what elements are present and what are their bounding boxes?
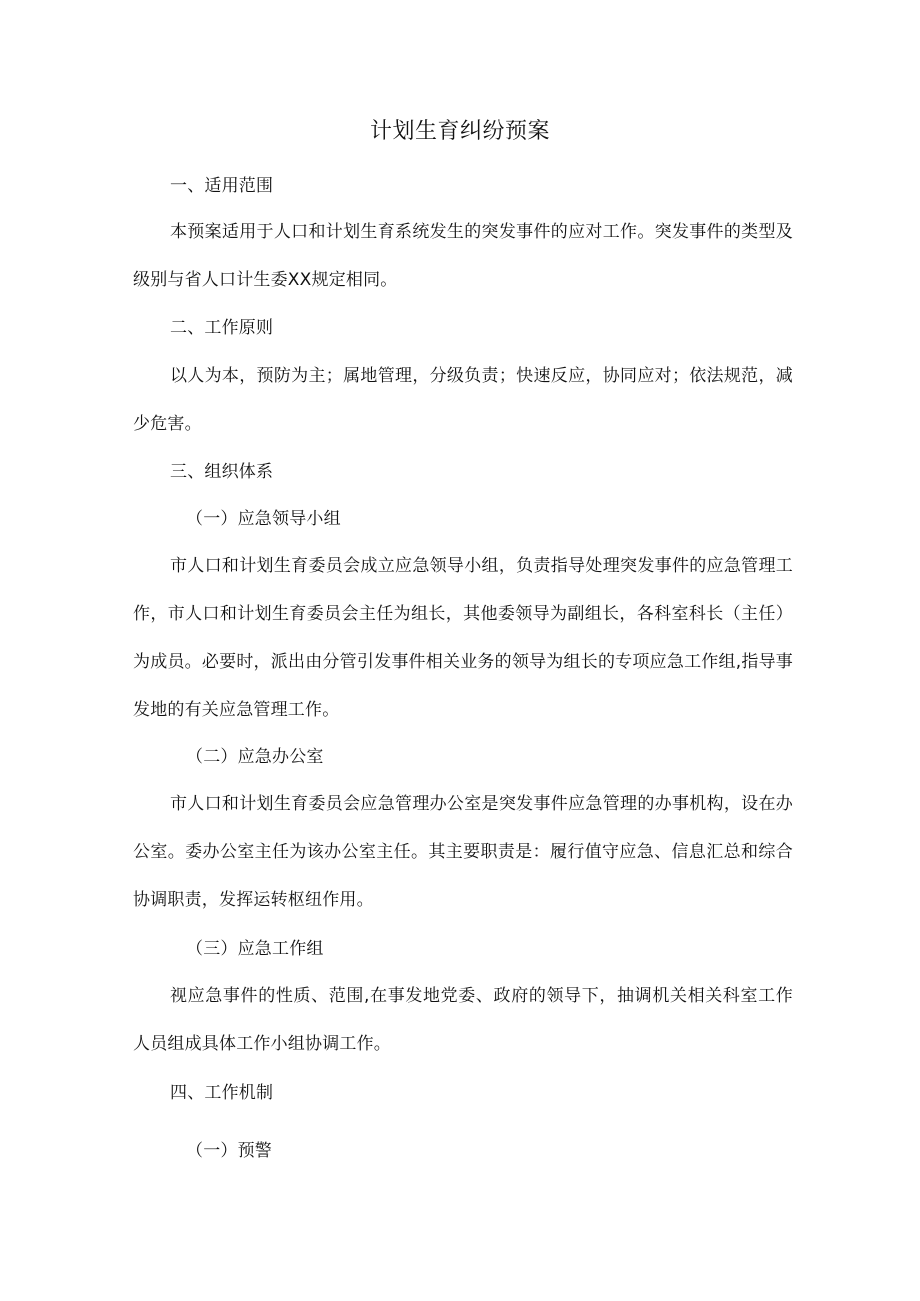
paragraph-principles: 以人为本，预防为主；属地管理，分级负责；快速反应，协同应对；依法规范，减少危害。 — [133, 366, 793, 434]
paragraph-leadership-group: 市人口和计划生育委员会成立应急领导小组，负责指导处理突发事件的应急管理工作，市人口和计划生育委员会主任为组长，其他委领导为副组长，各科室科长（主任）为成员。必要时，派出由分管引发事件相关业务的领导为组长的专项应急工作组,指导事发地的有关应急管理工作。 — [133, 556, 793, 720]
subsection-heading-emergency-office: （二）应急办公室 — [186, 747, 324, 767]
section-heading-scope: 一、适用范围 — [170, 176, 274, 196]
paragraph-emergency-office: 市人口和计划生育委员会应急管理办公室是突发事件应急管理的办事机构，设在办公室。委办公室主任为该办公室主任。其主要职责是：履行值守应急、信息汇总和综合协调职责，发挥运转枢纽作用。 — [133, 794, 793, 910]
subsection-heading-work-group: （三）应急工作组 — [186, 939, 324, 959]
document-title: 计划生育纠纷预案 — [369, 119, 550, 144]
section-heading-mechanism: 四、工作机制 — [170, 1083, 274, 1103]
section-heading-principles: 二、工作原则 — [170, 318, 274, 338]
paragraph-work-group: 视应急事件的性质、范围,在事发地党委、政府的领导下，抽调机关相关科室工作人员组成具体工作小组协调工作。 — [133, 986, 793, 1054]
paragraph-scope: 本预案适用于人口和计划生育系统发生的突发事件的应对工作。突发事件的类型及级别与省人口计生委XX规定相同。 — [133, 222, 793, 290]
subsection-heading-early-warning: （一）预警 — [186, 1141, 272, 1161]
section-heading-organization: 三、组织体系 — [170, 462, 274, 482]
subsection-heading-leadership-group: （一）应急领导小组 — [186, 509, 341, 529]
